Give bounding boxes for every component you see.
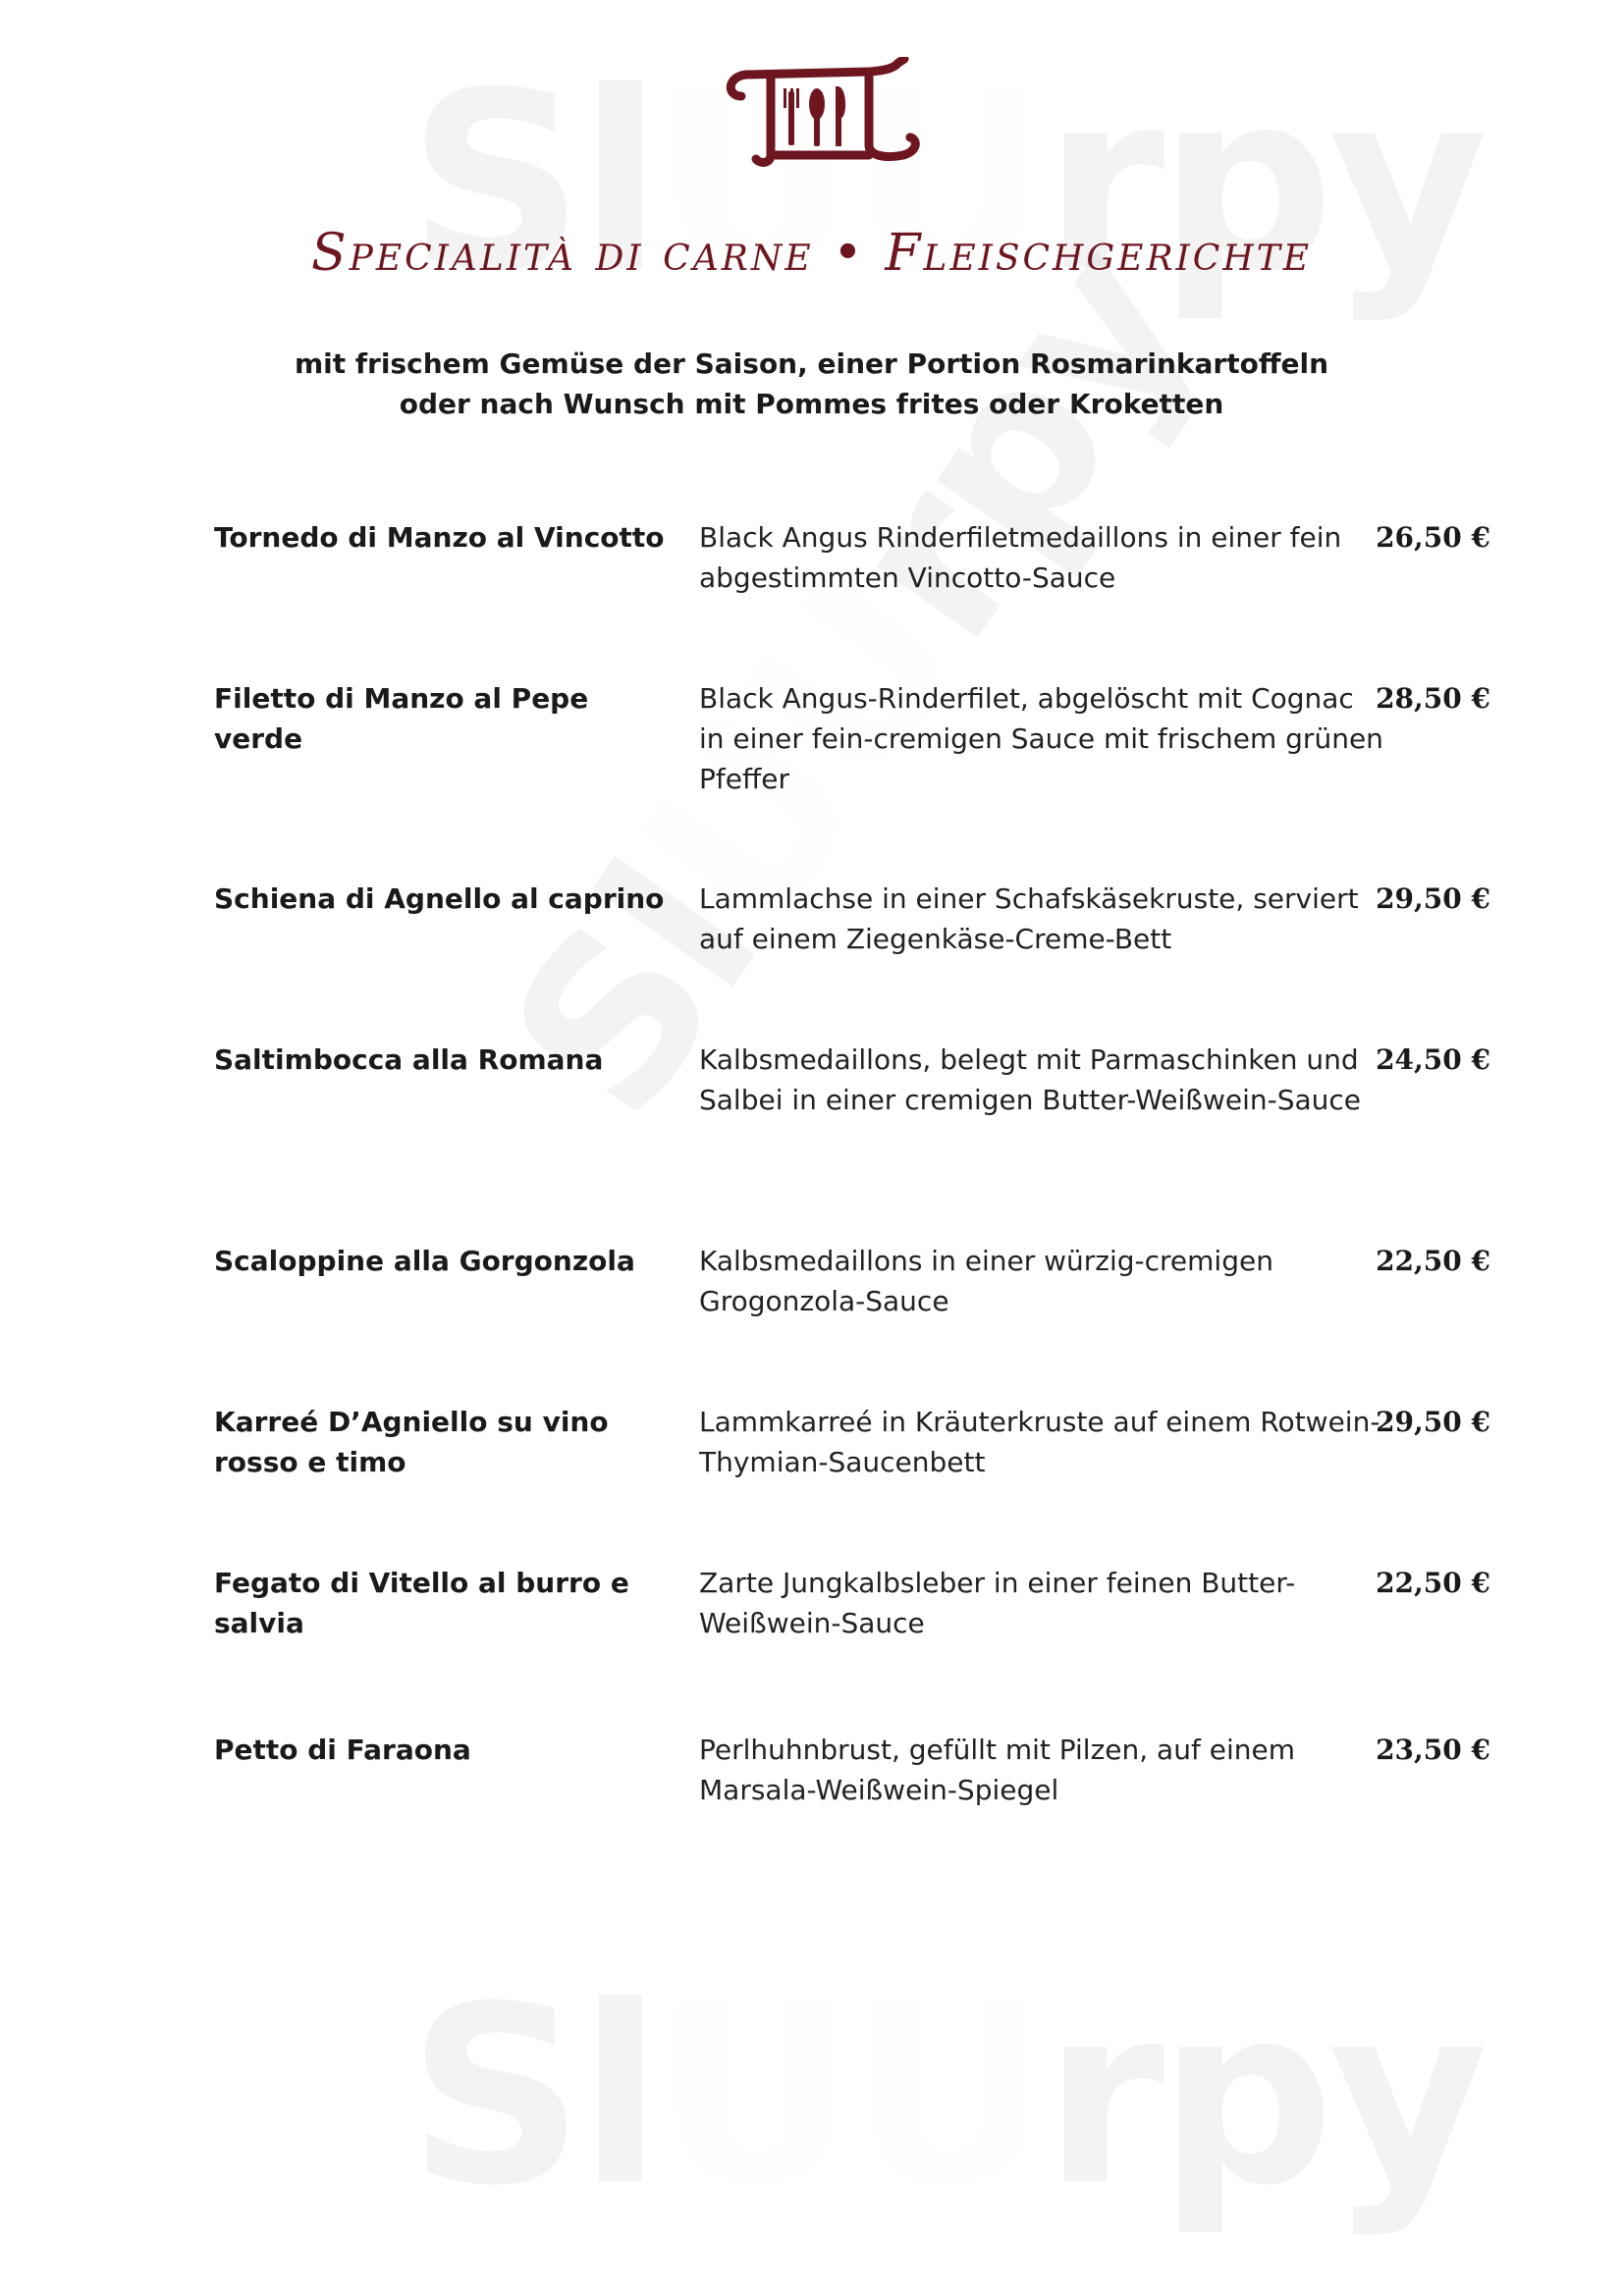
dish-name: Saltimbocca alla Romana: [214, 1043, 604, 1076]
page-title: Specialità di carne • Fleischgerichte: [310, 224, 1313, 283]
subtitle-line-2: oder nach Wunsch mit Pommes frites oder Kroketten: [399, 388, 1224, 420]
dish-description: Zarte Jungkalbsleber in einer feinen Butter-Weißwein-Sauce: [699, 1567, 1296, 1639]
dish-name: Filetto di Manzo al Pepe verde: [214, 682, 589, 755]
dish-description: Lammkarreé in Kräuterkruste auf einem Rotwein-Thymian-Saucenbett: [699, 1406, 1380, 1478]
dish-description: Black Angus-Rinderfilet, abgelöscht mit Cognac in einer fein-cremigen Sauce mit frischem grünen Pfeffer: [699, 682, 1383, 795]
dish-description: Lammlachse in einer Schafskäsekruste, serviert auf einem Ziegenkäse-Creme-Bett: [699, 882, 1359, 955]
subtitle-line-1: mit frischem Gemüse der Saison, einer Portion Rosmarinkartoffeln: [294, 347, 1329, 380]
dish-name: Fegato di Vitello al burro e salvia: [214, 1567, 629, 1639]
dish-name: Petto di Faraona: [214, 1734, 471, 1766]
dish-description: Perlhuhnbrust, gefüllt mit Pilzen, auf einem Marsala-Weißwein-Spiegel: [699, 1734, 1295, 1806]
dish-name: Tornedo di Manzo al Vincotto: [214, 521, 665, 554]
dish-price: 22,50 €: [1376, 1567, 1490, 1599]
dish-price: 22,50 €: [1376, 1245, 1490, 1277]
dish-name: Scaloppine alla Gorgonzola: [214, 1245, 635, 1277]
watermark-bottom: [407, 1953, 1483, 2239]
dish-price: 28,50 €: [1376, 682, 1490, 715]
restaurant-logo-icon: [722, 57, 928, 170]
dish-description: Kalbsmedaillons in einer würzig-cremigen Grogonzola-Sauce: [699, 1245, 1273, 1317]
dish-price: 29,50 €: [1376, 1406, 1490, 1438]
dish-price: 29,50 €: [1376, 882, 1490, 915]
dish-price: 24,50 €: [1376, 1043, 1490, 1076]
page-subtitle: [0, 344, 1623, 424]
dish-description: Black Angus Rinderfiletmedaillons in einer fein abgestimmten Vincotto-Sauce: [699, 521, 1342, 594]
dish-name: Karreé D’Agniello su vino rosso e timo: [214, 1406, 609, 1478]
dish-price: 26,50 €: [1376, 521, 1490, 554]
dish-name: Schiena di Agnello al caprino: [214, 882, 665, 915]
dish-description: Kalbsmedaillons, belegt mit Parmaschinken und Salbei in einer cremigen Butter-Weißwein-Sauce: [699, 1043, 1361, 1116]
dish-price: 23,50 €: [1376, 1734, 1490, 1766]
